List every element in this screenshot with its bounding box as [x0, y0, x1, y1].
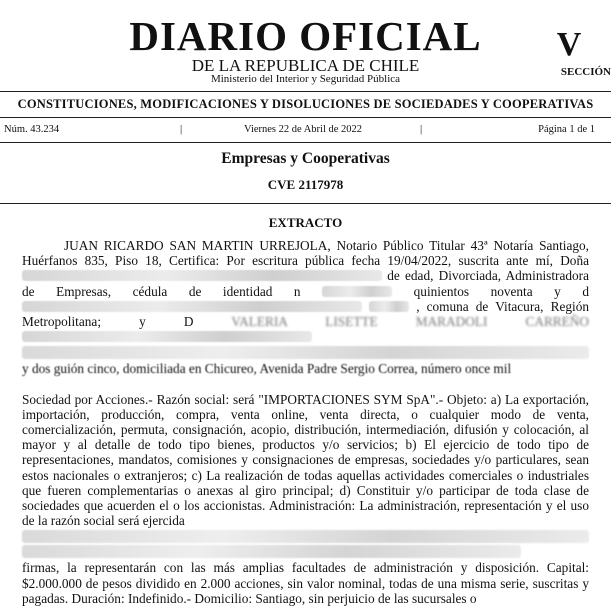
- meta-separator: |: [420, 123, 423, 135]
- newspaper-title: DIARIO OFICIAL: [129, 13, 482, 59]
- rule-top: [0, 91, 611, 92]
- terms-text: Sociedad por Acciones.- Razón social: será "IMPORTACIONES SYM SpA".- Objeto: a) La exportación, importación, producción, compra, venta online, venta directa, o cualquier modo de venta, comercialización, permuta, consignación, acopio, distribución, intermediación, difusión y colocación, al mayor y al detalle de todo tipo bienes, productos y/o servicios; b) El ejercicio de todo tipo de representaciones, mandatos, comisiones y consignaciones de empresas, sociedades y/o particulares, sean estos nacionales o extranjeros; c) La realización de todas aquellas actividades comerciales o industriales que fueren complementarias o anexas al giro principal; d) Constituir y/o participar de toda clase de sociedades que acuerden el o los accionistas. Administración: La administración, representación y el uso de la razón social será ejercida: [22, 391, 589, 529]
- rule-cve: [0, 203, 611, 204]
- redacted-text: [322, 286, 392, 297]
- page-indicator: Página 1 de 1: [538, 124, 595, 135]
- intro-text-f: y dos guión cinco, domiciliada en Chicureo, Avenida Padre Sergio Correa, número once mil: [22, 361, 512, 377]
- cve-code: CVE 2117978: [267, 177, 344, 192]
- paragraph-terms: [22, 392, 589, 606]
- rule-meta: [0, 142, 611, 143]
- redacted-line: [22, 545, 521, 558]
- ministry-line: Ministerio del Interior y Seguridad Pública: [210, 73, 401, 85]
- redacted-line: [22, 346, 589, 359]
- category-heading: CONSTITUCIONES, MODIFICACIONES Y DISOLUCIONES DE SOCIEDADES Y COOPERATIVAS: [17, 97, 594, 111]
- issue-date: Viernes 22 de Abril de 2022: [244, 124, 363, 135]
- intro-text-e: VALERIA LISETTE MARADOLI CARREÑO: [231, 314, 590, 330]
- intro-text-d: , comuna de Vitacura, Región Metropolitana; y D: [22, 298, 589, 330]
- redacted-text: [22, 301, 362, 312]
- redacted-text: [22, 270, 382, 281]
- newspaper-subtitle: DE LA REPUBLICA DE CHILE: [191, 56, 420, 75]
- document-heading: EXTRACTO: [268, 215, 343, 230]
- intro-text-b: de edad, Divorciada, Administradora de Empresas, cédula de identidad n: [22, 268, 589, 299]
- terms-text-tail: firmas, la representarán con las más amplias facultades de administración y disposición. Capital: $2.000.000 de pesos dividido en 2.000 acciones, sin valor nominal, todas de una misma serie, suscritas y pagadas. Duración: Indefinido.- Domicilio: Santiago, sin perjuicio de las sucursales o: [22, 560, 589, 606]
- intro-text-c: quinientos noventa y d: [413, 283, 590, 299]
- document-body: [22, 238, 589, 606]
- section-letter: V: [556, 26, 582, 63]
- section-label: SECCIÓN: [560, 66, 611, 78]
- redacted-text: [369, 301, 409, 312]
- meta-separator: |: [180, 123, 183, 135]
- issue-number: Núm. 43.234: [4, 124, 60, 135]
- paragraph-intro: [22, 238, 589, 377]
- rule-category: [0, 117, 611, 118]
- masthead: [0, 0, 611, 92]
- publication-title: Empresas y Cooperativas: [221, 150, 390, 167]
- redacted-text: [22, 331, 312, 342]
- redacted-line: [22, 530, 589, 543]
- intro-text-a: JUAN RICARDO SAN MARTIN URREJOLA, Notario Público Titular 43ª Notaría Santiago, Huérfanos 835, Piso 18, Certifica: Por escritura pública fecha 19/04/2022, suscrita ante mí, Doña: [22, 238, 589, 269]
